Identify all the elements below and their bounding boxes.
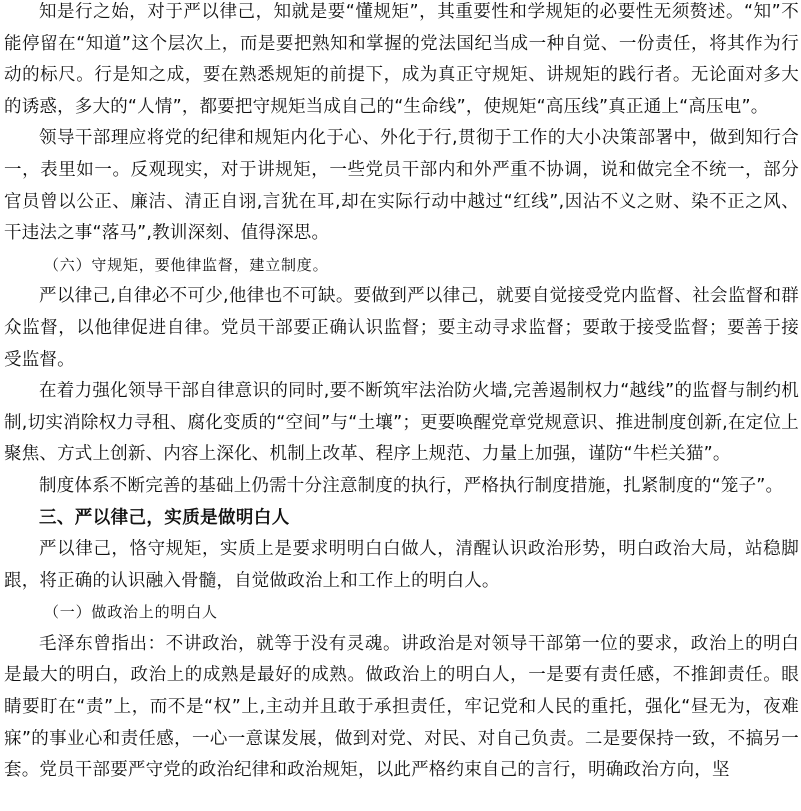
paragraph-accept-supervision: 严以律己,自律必不可少,他律也不可缺。要做到严以律己，就要自觉接受党内监督、社会监督和群众监督，以他律促进自律。党员干部要正确认识监督；要主动寻求监督；要敢于接受监督；要善于接受监督。 — [4, 286, 799, 370]
paragraph-knowing-rules: 知是行之始，对于严以律己，知就是要“懂规矩”，其重要性和学规矩的必要性无须赘述。“知”不能停留在“知道”这个层次上，而是要把熟知和掌握的党法国纪当成一种自觉、一份责任，将其作为行动的标尺。行是知之成，要在熟悉规矩的前提下，成为真正守规矩、讲规矩的践行者。无论面对多大的诱惑，多大的“人情”，都要把守规矩当成自己的“生命线”，使规矩“高压线”真正通上“高压电”。 — [4, 2, 799, 117]
paragraph-supervision-mechanism: 在着力强化领导干部自律意识的同时,要不断筑牢法治防火墙,完善遏制权力“越线”的监督与制约机制,切实消除权力寻租、腐化变质的“空间”与“土壤”；更要唤醒党章党规意识、推进制度创新,在定位上聚焦、方式上创新、内容上深化、机制上改革、程序上规范、力量上加强，谨防“牛栏关猫”。 — [4, 381, 799, 465]
paragraph-be-clear-minded: 严以律己，恪守规矩，实质上是要求明明白白做人，清醒认识政治形势，明白政治大局，站稳脚跟，将正确的认识融入骨髓，自觉做政治上和工作上的明白人。 — [4, 539, 799, 591]
paragraph-unity-of-knowledge-and-action: 领导干部理应将党的纪律和规矩内化于心、外化于行,贯彻于工作的大小决策部署中，做到知行合一，表里如一。反观现实，对于讲规矩，一些党员干部内和外严重不协调，说和做完全不统一，部分官员曾以公正、廉洁、清正自诩,言犹在耳,却在实际行动中越过“红线”,因沾不义之财、染不正之风、干违法之事“落马”,教训深刻、值得深思。 — [4, 128, 799, 244]
paragraph-mao-quote: 毛泽东曾指出：不讲政治，就等于没有灵魂。讲政治是对领导干部第一位的要求，政治上的明白是最大的明白，政治上的成熟是最好的成熟。做政治上的明白人，一是要有责任感，不推卸责任。眼睛要盯在“责”上，而不是“权”上,主动并且敢于承担责任，牢记党和人民的重托，强化“昼无为，夜难寐”的事业心和责任感，一心一意谋发展，做到对党、对民、对自己负责。二是要保持一致，不搞另一套。党员干部要严守党的政治纪律和政治规矩，以此严格约束自己的言行，明确政治方向，坚 — [4, 633, 799, 781]
subheading-political-clarity: （一）做政治上的明白人 — [44, 603, 218, 622]
paragraph-system-execution: 制度体系不断完善的基础上仍需十分注意制度的执行，严格执行制度措施，扎紧制度的“笼子”。 — [39, 475, 784, 496]
subheading-external-supervision: （六）守规矩，要他律监督，建立制度。 — [44, 255, 329, 274]
section-heading-three: 三、严以律己，实质是做明白人 — [39, 507, 290, 528]
